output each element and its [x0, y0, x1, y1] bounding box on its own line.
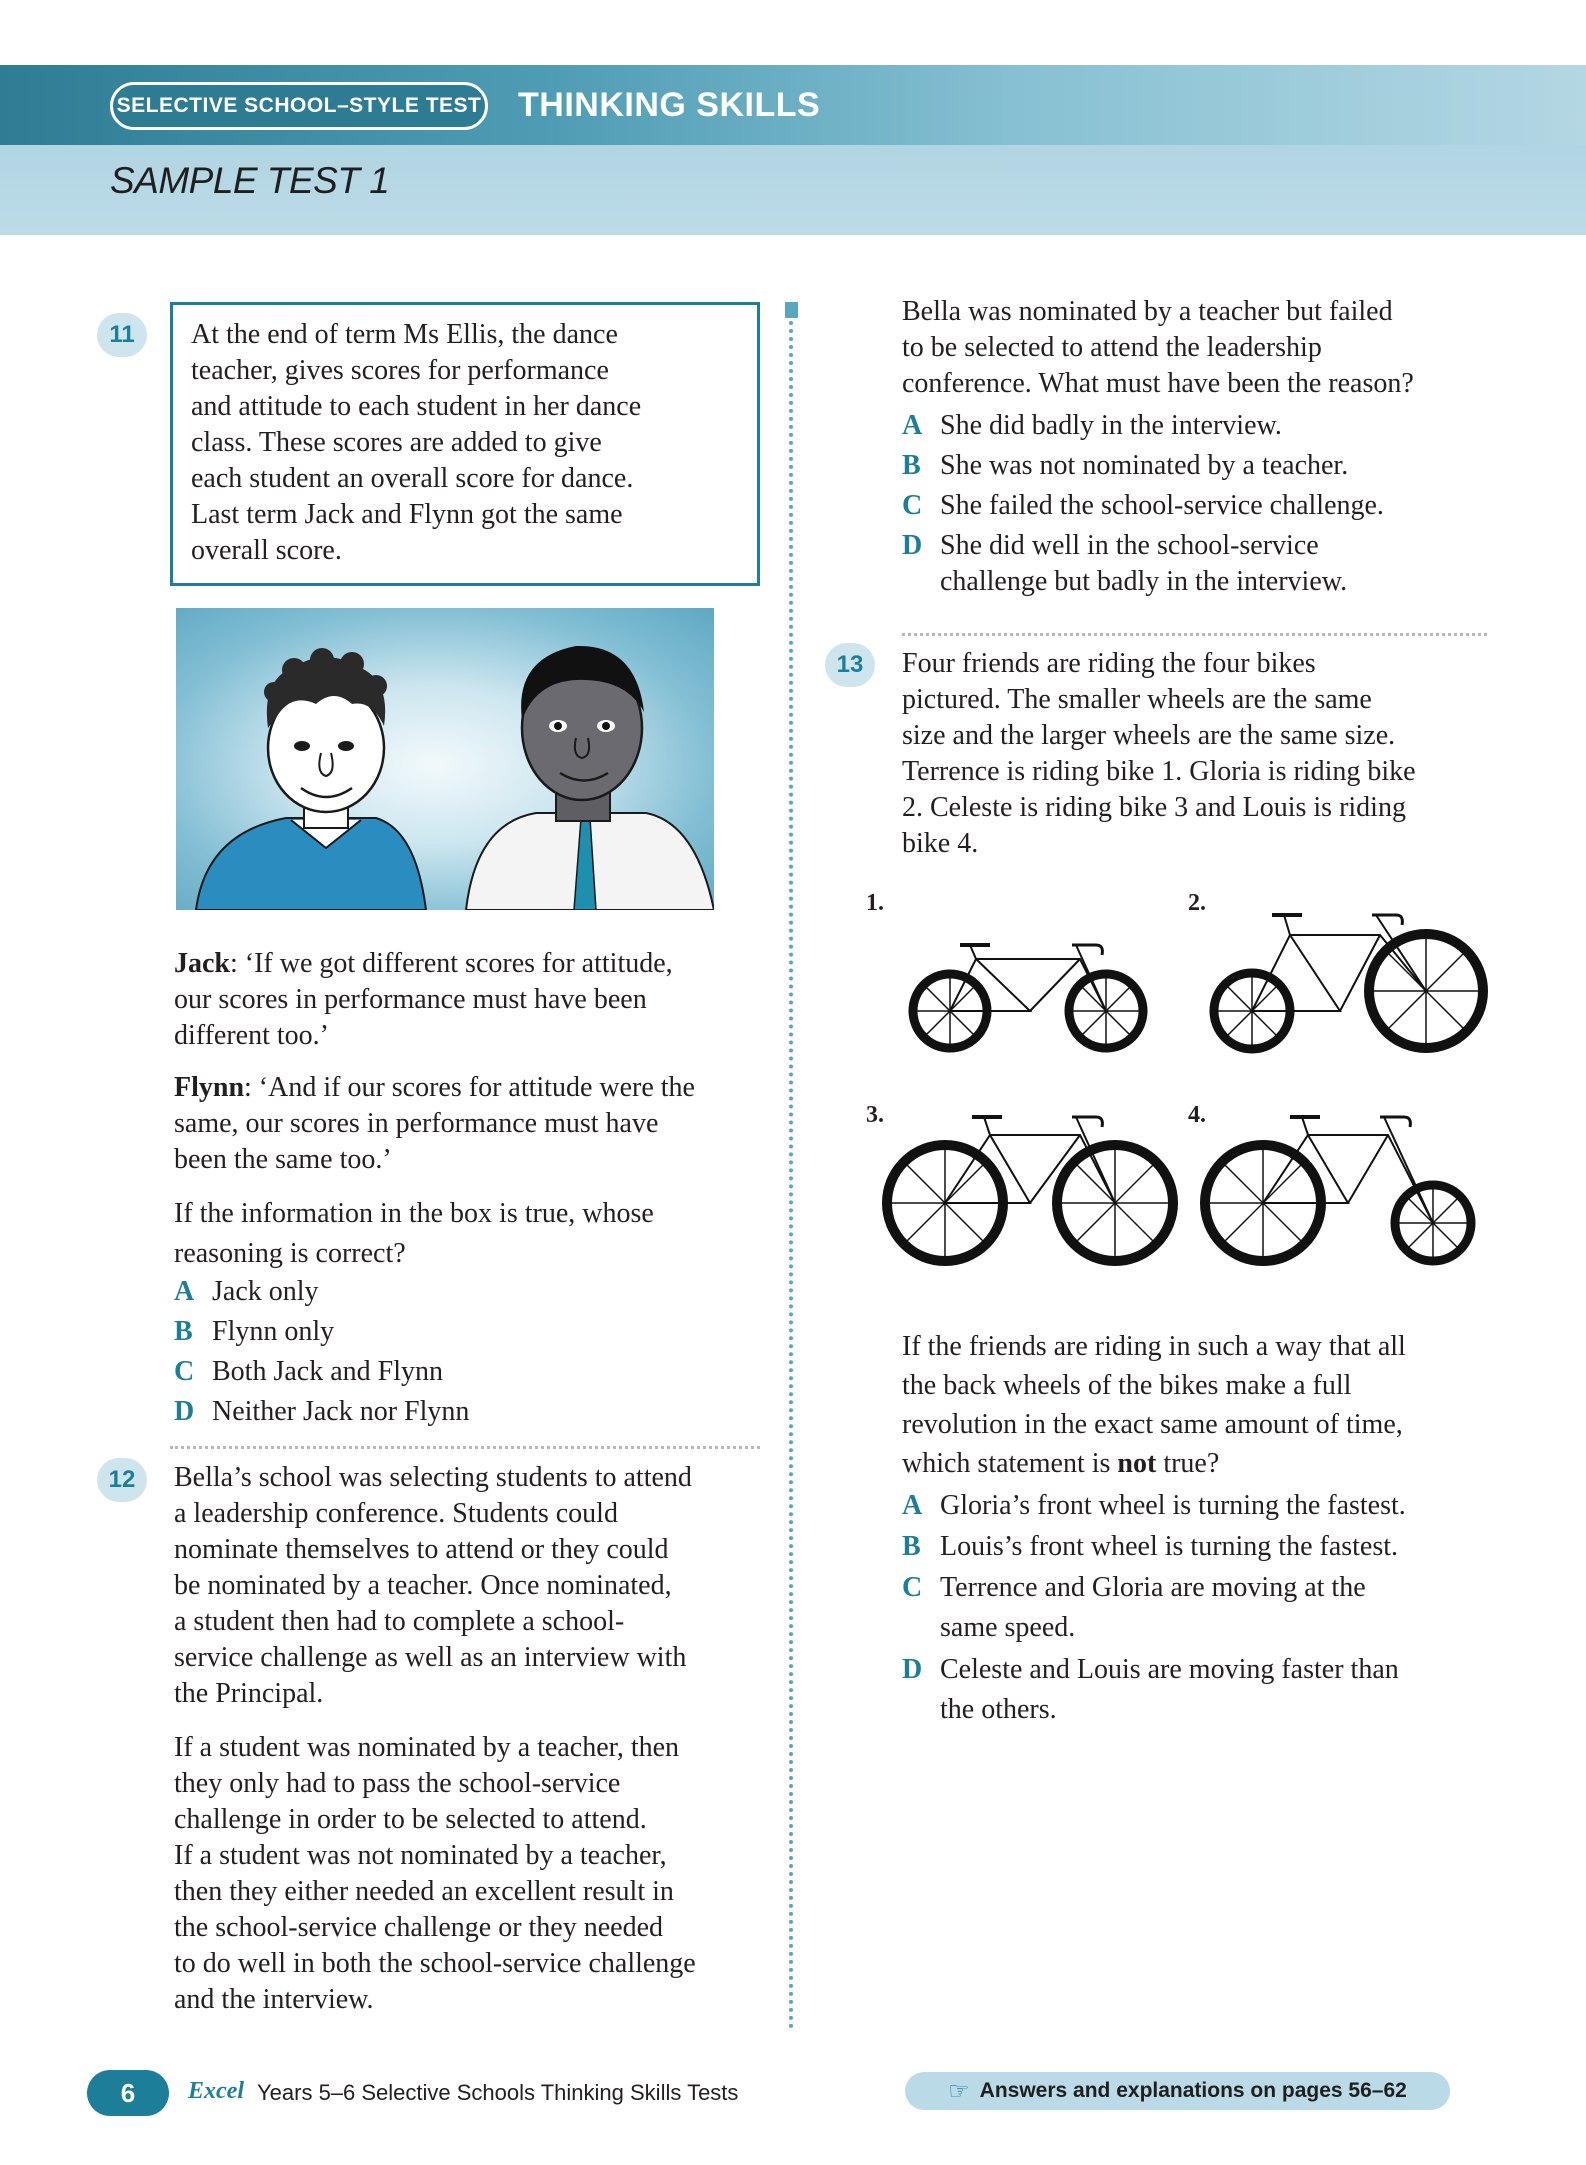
- option-text: Gloria’s front wheel is turning the fastest.: [940, 1490, 1406, 1521]
- paragraph-line: service challenge as well as an interview with: [174, 1642, 687, 1673]
- boys-drawing: [176, 608, 714, 910]
- statement-text: been the same too.’: [174, 1144, 392, 1175]
- q13-option-b[interactable]: [902, 1527, 1398, 1567]
- info-line: Last term Jack and Flynn got the same: [191, 499, 623, 530]
- option-text: the others.: [940, 1694, 1057, 1725]
- info-line: and attitude to each student in her dance: [191, 391, 642, 422]
- paragraph-line: nominate themselves to attend or they could: [174, 1534, 669, 1565]
- option-letter: D: [902, 1654, 923, 1685]
- option-letter: C: [902, 1572, 923, 1603]
- q11-option-d[interactable]: [174, 1392, 469, 1432]
- paragraph-line: they only had to pass the school-service: [174, 1768, 621, 1799]
- bike-2-drawing: [1200, 885, 1490, 1055]
- q13-option-c[interactable]: [902, 1568, 1366, 1648]
- option-text: Louis’s front wheel is turning the fastest.: [940, 1531, 1399, 1562]
- option-text: Jack only: [212, 1276, 319, 1307]
- option-letter: B: [902, 450, 921, 481]
- option-text: She failed the school-service challenge.: [940, 490, 1384, 521]
- option-text: She did well in the school-service: [940, 530, 1319, 561]
- subject-title: THINKING SKILLS: [518, 86, 821, 124]
- paragraph-line: If a student was nominated by a teacher, then: [174, 1732, 680, 1763]
- bike-3-drawing: [880, 1095, 1180, 1275]
- bike-1-drawing: [900, 915, 1160, 1055]
- question-text: If the information in the box is true, whose: [174, 1198, 654, 1229]
- speaker-name: Jack: [174, 948, 230, 979]
- q11-option-b[interactable]: [174, 1312, 334, 1352]
- q12-paragraph-1: [174, 1460, 692, 1712]
- test-type-pill: [110, 82, 488, 130]
- paragraph-line: challenge in order to be selected to attend.: [174, 1804, 647, 1835]
- column-divider: [789, 305, 793, 2030]
- question-text: reasoning is correct?: [174, 1238, 406, 1269]
- option-text: Both Jack and Flynn: [212, 1356, 443, 1387]
- q13-question: [902, 1327, 1406, 1483]
- question-text: If the friends are riding in such a way that all: [902, 1331, 1406, 1362]
- question-text: which statement is: [902, 1448, 1118, 1479]
- page-title: SAMPLE TEST 1: [110, 160, 390, 201]
- q12-question: [902, 294, 1414, 402]
- paragraph-line: pictured. The smaller wheels are the same: [902, 684, 1372, 715]
- q12-option-d[interactable]: [902, 526, 1347, 602]
- bike-4-label: 4.: [1188, 1102, 1206, 1128]
- page-number-badge: 6: [87, 2070, 169, 2116]
- question-text: Bella was nominated by a teacher but failed: [902, 296, 1393, 327]
- statement-text: same, our scores in performance must have: [174, 1108, 659, 1139]
- paragraph-line: 2. Celeste is riding bike 3 and Louis is riding: [902, 792, 1406, 823]
- option-letter: A: [174, 1276, 195, 1307]
- statement-text: our scores in performance must have been: [174, 984, 647, 1015]
- option-letter: C: [174, 1356, 195, 1387]
- question-text: revolution in the exact same amount of time,: [902, 1409, 1403, 1440]
- bike-2-label: 2.: [1188, 890, 1206, 916]
- question-text: conference. What must have been the reason?: [902, 368, 1414, 399]
- paragraph-line: a student then had to complete a school-: [174, 1606, 625, 1637]
- statement-text: : ‘And if our scores for attitude were the: [244, 1072, 695, 1103]
- option-text: Terrence and Gloria are moving at the: [940, 1572, 1366, 1603]
- paragraph-line: size and the larger wheels are the same size.: [902, 720, 1396, 751]
- statement-text: different too.’: [174, 1020, 329, 1051]
- bike-1-label: 1.: [866, 890, 884, 916]
- info-line: At the end of term Ms Ellis, the dance: [191, 319, 618, 350]
- q11-question: [174, 1194, 654, 1274]
- emphasis-not: not: [1117, 1448, 1157, 1479]
- option-text: She did badly in the interview.: [940, 410, 1282, 441]
- paragraph-line: to do well in both the school-service challenge: [174, 1948, 696, 1979]
- test-type-label: SELECTIVE SCHOOL–STYLE TEST: [116, 94, 482, 117]
- q12-paragraph-2: [174, 1730, 696, 2018]
- paragraph-line: be nominated by a teacher. Once nominated,: [174, 1570, 672, 1601]
- jack-and-flynn-illustration: [176, 608, 714, 910]
- question-text: true?: [1156, 1448, 1220, 1479]
- option-letter: A: [902, 410, 923, 441]
- footer-brand: Excel: [188, 2078, 244, 2104]
- info-line: class. These scores are added to give: [191, 427, 602, 458]
- q12-option-c[interactable]: [902, 486, 1384, 526]
- option-text: Celeste and Louis are moving faster than: [940, 1654, 1399, 1685]
- pointing-hand-icon: ☞: [948, 2077, 970, 2105]
- jack-statement: [174, 946, 673, 1054]
- question-number-badge: 11: [97, 313, 147, 357]
- info-line: each student an overall score for dance.: [191, 463, 634, 494]
- option-text: same speed.: [940, 1612, 1076, 1643]
- option-letter: C: [902, 490, 923, 521]
- option-text: challenge but badly in the interview.: [940, 566, 1348, 597]
- bike-4-drawing: [1200, 1095, 1490, 1275]
- q13-intro: [902, 646, 1416, 862]
- q11-option-a[interactable]: [174, 1272, 319, 1312]
- paragraph-line: Terrence is riding bike 1. Gloria is riding bike: [902, 756, 1416, 787]
- q13-option-a[interactable]: [902, 1486, 1406, 1526]
- option-letter: A: [902, 1490, 923, 1521]
- option-letter: B: [174, 1316, 193, 1347]
- question-text: to be selected to attend the leadership: [902, 332, 1322, 363]
- paragraph-line: bike 4.: [902, 828, 979, 859]
- paragraph-line: the school-service challenge or they needed: [174, 1912, 664, 1943]
- bike-3-label: 3.: [866, 1102, 884, 1128]
- info-line: teacher, gives scores for performance: [191, 355, 609, 386]
- answers-reference: [905, 2072, 1450, 2110]
- footer-book-title: Years 5–6 Selective Schools Thinking Skills Tests: [257, 2080, 739, 2105]
- q11-info-box: [170, 302, 760, 586]
- info-line: overall score.: [191, 535, 342, 566]
- question-number-badge: 13: [825, 643, 875, 687]
- answers-reference-text: Answers and explanations on pages 56–62: [979, 2079, 1407, 2102]
- paragraph-line: then they either needed an excellent result in: [174, 1876, 674, 1907]
- q12-option-a[interactable]: [902, 406, 1282, 446]
- question-separator: [170, 1446, 760, 1449]
- paragraph-line: a leadership conference. Students could: [174, 1498, 618, 1529]
- q12-option-b[interactable]: [902, 446, 1348, 486]
- question-number-badge: 12: [97, 1458, 147, 1502]
- flynn-statement: [174, 1070, 695, 1178]
- option-letter: B: [902, 1531, 921, 1562]
- paragraph-line: the Principal.: [174, 1678, 324, 1709]
- statement-text: : ‘If we got different scores for attitude,: [230, 948, 673, 979]
- q11-option-c[interactable]: [174, 1352, 443, 1392]
- option-letter: D: [174, 1396, 195, 1427]
- paragraph-line: If a student was not nominated by a teacher,: [174, 1840, 667, 1871]
- q13-option-d[interactable]: [902, 1650, 1399, 1730]
- paragraph-line: and the interview.: [174, 1984, 374, 2015]
- option-text: She was not nominated by a teacher.: [940, 450, 1349, 481]
- option-letter: D: [902, 530, 923, 561]
- speaker-name: Flynn: [174, 1072, 245, 1103]
- paragraph-line: Four friends are riding the four bikes: [902, 648, 1316, 679]
- option-text: Neither Jack nor Flynn: [212, 1396, 470, 1427]
- paragraph-line: Bella’s school was selecting students to attend: [174, 1462, 692, 1493]
- option-text: Flynn only: [212, 1316, 335, 1347]
- question-text: the back wheels of the bikes make a full: [902, 1370, 1352, 1401]
- question-separator: [902, 633, 1487, 636]
